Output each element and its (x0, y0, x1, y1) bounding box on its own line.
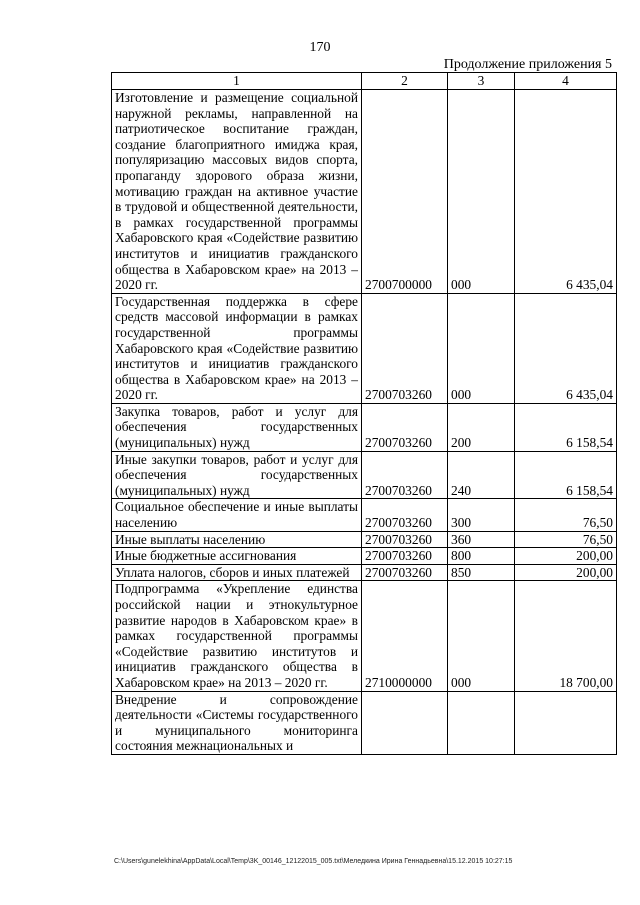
table-row (112, 691, 617, 754)
header-col-2: 2 (362, 73, 448, 90)
header-col-1: 1 (112, 73, 362, 90)
continuation-label: Продолжение приложения 5 (443, 57, 612, 72)
table-row (112, 499, 617, 531)
row-type: 300 (448, 499, 515, 531)
row-name: Иные бюджетные ассигнования (112, 548, 362, 565)
row-amount: 200,00 (515, 548, 617, 565)
row-name: Государственная поддержка в сфере средств массовой информации в рамках государственной программы Хабаровского края «Содействие развитию институтов и инициатив гражданского общества в Хабаровском крае» на 2013 – 2020 гг. (112, 293, 362, 403)
table-row (112, 564, 617, 581)
row-type: 850 (448, 564, 515, 581)
row-type: 360 (448, 531, 515, 548)
row-code: 2700703260 (362, 531, 448, 548)
table-row (112, 403, 617, 451)
header-row (112, 73, 617, 90)
row-name: Закупка товаров, работ и услуг для обеспечения государственных (муниципальных) нужд (112, 403, 362, 451)
row-code: 2700703260 (362, 403, 448, 451)
table-row (112, 451, 617, 499)
row-name: Изготовление и размещение социальной наружной рекламы, направленной на патриотическое воспитание граждан, создание благоприятного имиджа края, популяризацию массовых видов спорта, пропаганду здорового образа жизни, мотивацию граждан на активное участие в трудовой и общественной деятельности, в рамках государственной программы Хабаровского края «Содействие развитию институтов и инициатив гражданского общества в Хабаровском крае» на 2013 – 2020 гг. (112, 90, 362, 294)
row-type: 000 (448, 581, 515, 691)
row-amount: 76,50 (515, 499, 617, 531)
row-code: 2700703260 (362, 548, 448, 565)
row-code (362, 691, 448, 754)
row-type: 200 (448, 403, 515, 451)
row-amount: 6 158,54 (515, 451, 617, 499)
row-type (448, 691, 515, 754)
table-row (112, 581, 617, 691)
footer-file-path: C:\Users\gunelekhina\AppData\Local\Temp\3K_00146_12122015_005.txt\Меледкина Ирина Геннадьевна\15.12.2015 10:27:15 (114, 858, 513, 865)
row-code: 2700703260 (362, 564, 448, 581)
table-row (112, 548, 617, 565)
row-name: Подпрограмма «Укрепление единства российской нации и этнокультурное развитие народов в Хабаровском крае» в рамках государственной программы «Содействие развитию институтов и инициатив гражданского общества в Хабаровском крае» на 2013 – 2020 гг. (112, 581, 362, 691)
budget-table (111, 72, 617, 755)
row-type: 000 (448, 293, 515, 403)
row-type: 000 (448, 90, 515, 294)
row-amount: 200,00 (515, 564, 617, 581)
row-code: 2700703260 (362, 451, 448, 499)
row-amount: 6 435,04 (515, 293, 617, 403)
row-amount (515, 691, 617, 754)
table-row (112, 293, 617, 403)
row-code: 2700700000 (362, 90, 448, 294)
page-number: 170 (309, 40, 331, 55)
row-name: Социальное обеспечение и иные выплаты населению (112, 499, 362, 531)
row-name: Внедрение и сопровождение деятельности «Системы государственного и муниципального мониторинга состояния межнациональных и (112, 691, 362, 754)
row-code: 2700703260 (362, 499, 448, 531)
row-type: 240 (448, 451, 515, 499)
row-name: Иные выплаты населению (112, 531, 362, 548)
row-name: Иные закупки товаров, работ и услуг для обеспечения государственных (муниципальных) нужд (112, 451, 362, 499)
row-amount: 18 700,00 (515, 581, 617, 691)
row-amount: 6 435,04 (515, 90, 617, 294)
table-row (112, 531, 617, 548)
row-code: 2700703260 (362, 293, 448, 403)
row-amount: 76,50 (515, 531, 617, 548)
row-amount: 6 158,54 (515, 403, 617, 451)
table-row (112, 90, 617, 294)
row-type: 800 (448, 548, 515, 565)
header-col-3: 3 (448, 73, 515, 90)
row-code: 2710000000 (362, 581, 448, 691)
header-col-4: 4 (515, 73, 617, 90)
row-name: Уплата налогов, сборов и иных платежей (112, 564, 362, 581)
